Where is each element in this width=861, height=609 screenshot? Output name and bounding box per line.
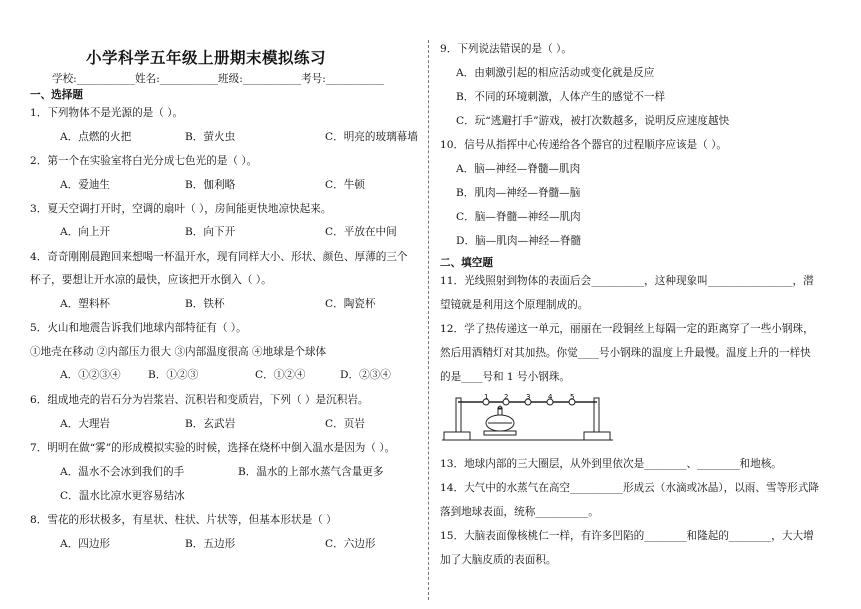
- q5-facts: ①地壳在移动 ②内部压力很大 ③内部温度很高 ④地球是个球体: [30, 346, 327, 358]
- q13-line1: 13．地球内部的三大圈层，从外到里依次是________、________和地核。: [440, 458, 782, 470]
- q2-option-c: C．牛顿: [325, 179, 365, 191]
- flame: [498, 406, 502, 408]
- left-stand: [456, 398, 461, 432]
- q10-option-c: C．脑—脊髓—神经—肌肉: [456, 211, 581, 223]
- q5-stem: 5．火山和地震告诉我们地球内部特征有（ ）。: [30, 322, 247, 334]
- q15-line1: 15．大脑表面像核桃仁一样，有许多凹陷的________和隆起的________，大大增: [440, 530, 814, 542]
- q9-option-b: B．不同的环境刺激，人体产生的感觉不一样: [456, 91, 666, 103]
- q8-option-b: B．五边形: [185, 538, 236, 550]
- bead-label-2: 2: [504, 393, 509, 401]
- q6-option-c: C．页岩: [325, 418, 365, 430]
- q11-line1: 11．光线照射到物体的表面后会__________，这种现象叫________________，潜: [440, 275, 814, 287]
- q9-option-c: C．玩“逃避打手”游戏，被打次数越多，说明反应速度越快: [456, 115, 730, 127]
- q12-line1: 12．学了热传递这一单元，丽丽在一段铜丝上每隔一定的距离穿了一些小钢珠，: [440, 323, 814, 335]
- q7-option-b: B．温水的上部水蒸气含量更多: [238, 466, 384, 478]
- q5-option-a: A．①②③④: [60, 369, 121, 381]
- q7-option-a: A．温水不会冰到我们的手: [60, 466, 185, 478]
- q6-option-a: A．大理岩: [60, 418, 111, 430]
- bead-label-1: 1: [484, 393, 489, 401]
- q12-line3: 的是____号和 1 号小钢珠。: [440, 371, 571, 383]
- q5-option-d: D．②③④: [340, 369, 391, 381]
- q1-option-a: A．点燃的火把: [60, 131, 132, 143]
- bead-label-4: 4: [548, 393, 553, 401]
- lamp-wick: [498, 409, 502, 415]
- page-title: 小学科学五年级上册期末模拟练习: [86, 48, 327, 67]
- q14-line2: 落到地球表面，统称__________。: [440, 506, 599, 518]
- q6-option-b: B．玄武岩: [185, 418, 236, 430]
- q9-stem: 9．下列说法错误的是（ ）。: [440, 43, 572, 55]
- right-stand-base: [584, 432, 610, 440]
- q3-stem: 3．夏天空调打开时，空调的扇叶（ ），房间能更快地凉快起来。: [30, 203, 332, 215]
- q4-stem-line2: 杯子，要想让开水凉的最快，应该把开水倒入（ ）。: [30, 274, 272, 286]
- q2-option-b: B．伽利略: [185, 179, 236, 191]
- lamp-base: [484, 431, 516, 435]
- q4-option-b: B．铁杯: [185, 298, 225, 310]
- q10-option-d: D．脑—肌肉—神经—脊髓: [456, 235, 582, 247]
- q3-option-b: B．向下开: [185, 226, 236, 238]
- q10-stem: 10．信号从指挥中心传递给各个器官的过程顺序应该是（ ）。: [440, 139, 727, 151]
- bead-label-3: 3: [526, 393, 531, 401]
- q10-option-a: A．脑—神经—脊髓—肌肉: [456, 163, 581, 175]
- q5-option-b: B．①②③: [148, 369, 199, 381]
- q6-stem: 6．组成地壳的岩石分为岩浆岩、沉积岩和变质岩，下列（ ）是沉积岩。: [30, 394, 369, 406]
- q7-stem: 7．明明在做“雾”的形成模拟实验的时候，选择在烧杯中倒入温水是因为（ ）。: [30, 442, 396, 454]
- q5-option-c: C．①②④: [255, 369, 306, 381]
- q9-option-a: A．由刺激引起的相应活动或变化就是反应: [456, 67, 655, 79]
- header-fields: 学校:___________姓名:___________班级:___________考号:___________: [52, 73, 385, 85]
- q2-option-a: A．爱迪生: [60, 179, 111, 191]
- q3-option-a: A．向上开: [60, 226, 111, 238]
- q2-stem: 2．第一个在实验室将白光分成七色光的是（ ）。: [30, 155, 258, 167]
- q12-line2: 然后用酒精灯对其加热。你觉____号小钢珠的温度上升最慢。温度上升的一样快: [440, 347, 811, 359]
- section-fill: 二、填空题: [440, 257, 493, 269]
- q4-option-c: C．陶瓷杯: [325, 298, 376, 310]
- q4-stem-line1: 4．奇奇刚刚晨跑回来想喝一杯温开水，现有同样大小、形状、颜色、厚薄的三个: [30, 251, 408, 263]
- q1-stem: 1．下列物体不是光源的是（ ）。: [30, 107, 184, 119]
- q14-line1: 14．大气中的水蒸气在高空__________形成云（水滴或冰晶），以雨、雪等形式降: [440, 482, 819, 494]
- q4-option-a: A．塑料杯: [60, 298, 111, 310]
- q7-option-c: C．温水比凉水更容易结冰: [60, 490, 185, 502]
- section-choice: 一、选择题: [30, 89, 83, 101]
- column-divider: [428, 40, 429, 600]
- heat-conduction-diagram: [440, 392, 615, 448]
- q8-option-a: A．四边形: [60, 538, 111, 550]
- q11-line2: 望镜就是利用这个原理制成的。: [440, 299, 589, 311]
- left-stand-base: [444, 432, 470, 440]
- q10-option-b: B．肌肉—神经—脊髓—脑: [456, 187, 581, 199]
- q8-option-c: C．六边形: [325, 538, 376, 550]
- q1-option-b: B．萤火虫: [185, 131, 236, 143]
- q15-line2: 加了大脑皮质的表面积。: [440, 554, 557, 566]
- right-stand: [594, 398, 599, 432]
- bead-label-5: 5: [570, 393, 575, 401]
- q8-stem: 8．雪花的形状极多，有星状、柱状、片状等，但基本形状是（ ）: [30, 514, 337, 526]
- q3-option-c: C．平放在中间: [325, 226, 397, 238]
- q1-option-c: C．明亮的玻璃幕墙: [325, 131, 418, 143]
